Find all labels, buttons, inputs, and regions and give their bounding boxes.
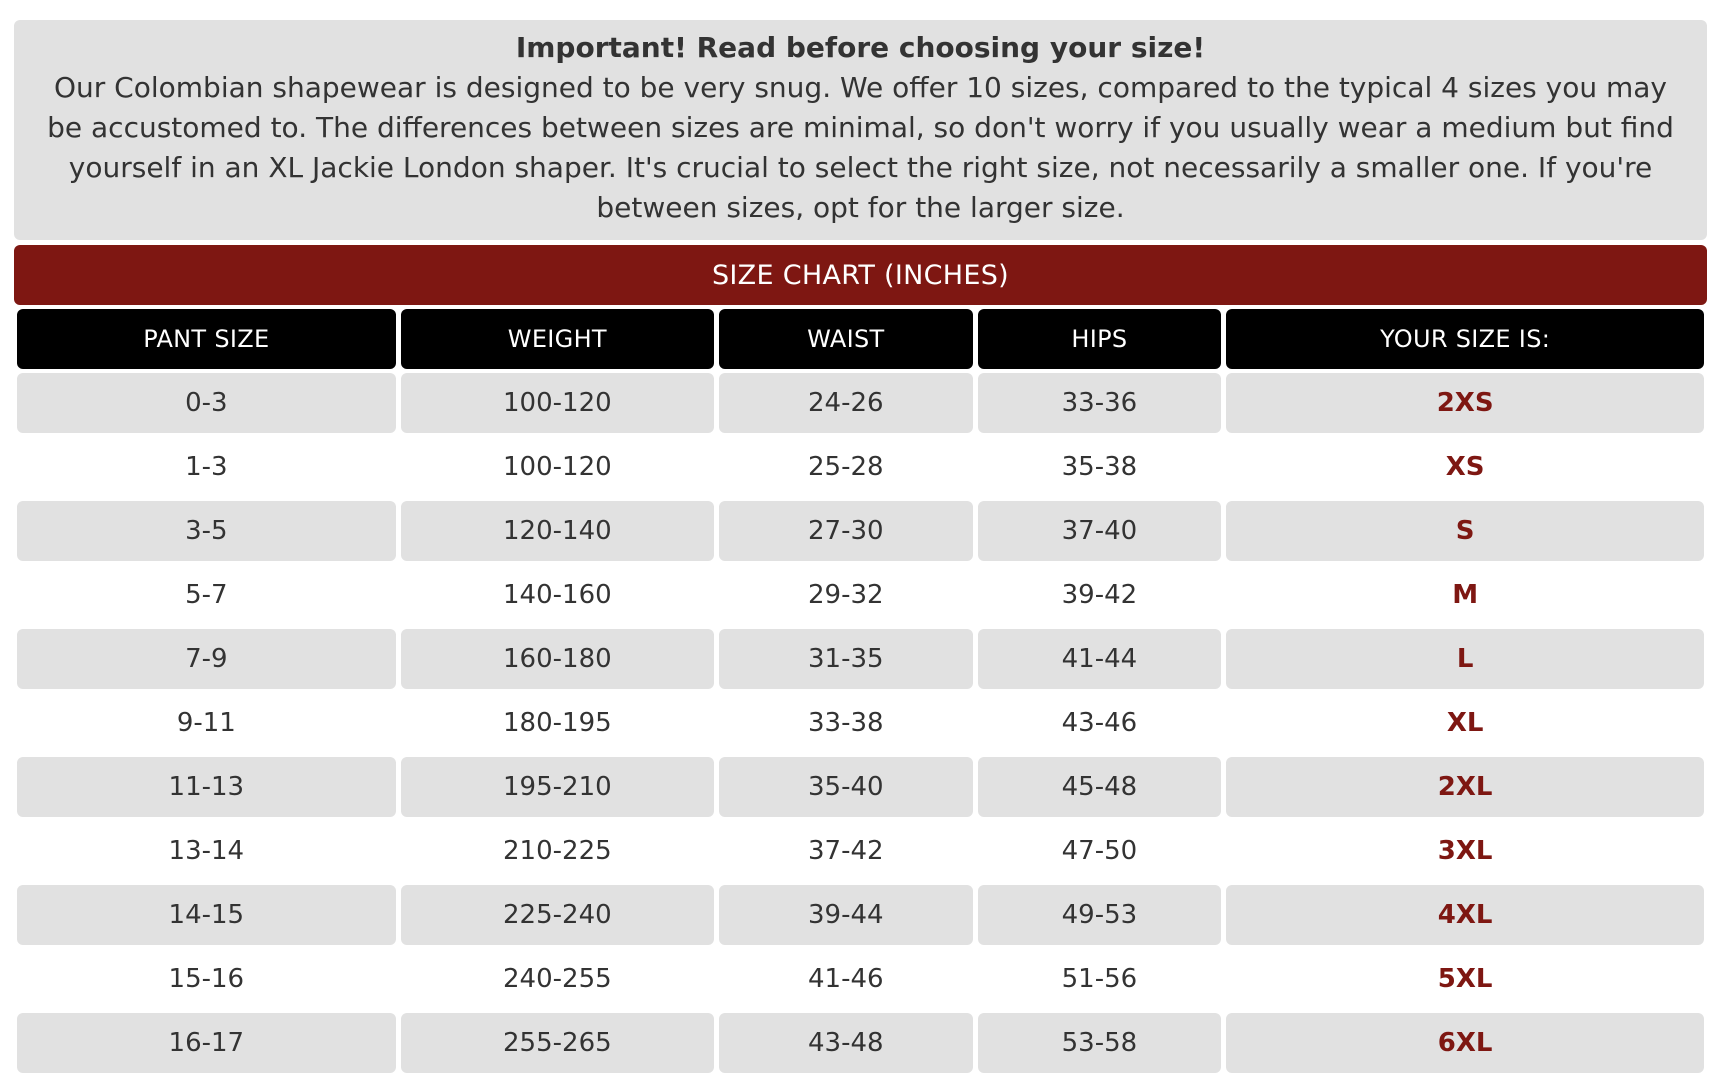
weight-cell: 240-255: [503, 964, 612, 994]
pant-size-cell: 1-3: [185, 452, 228, 482]
size-result-cell: 4XL: [1226, 885, 1704, 945]
hips-cell: 39-42: [1061, 580, 1138, 610]
hips-cell: 41-44: [978, 629, 1222, 689]
waist-cell: 39-44: [719, 885, 973, 945]
waist-cell: 29-32: [808, 580, 884, 610]
weight-cell: 160-180: [401, 629, 714, 689]
column-header-hips: HIPS: [978, 309, 1222, 369]
column-header-weight: WEIGHT: [401, 309, 714, 369]
table-row: [17, 373, 1704, 433]
weight-cell: 225-240: [401, 885, 714, 945]
table-row: [17, 949, 1704, 1009]
pant-size-cell: 3-5: [17, 501, 396, 561]
size-result-cell: XL: [1446, 708, 1484, 738]
table-row: [17, 693, 1704, 753]
pant-size-cell: 9-11: [176, 708, 236, 738]
size-result-cell: M: [1452, 580, 1479, 610]
weight-cell: 140-160: [503, 580, 612, 610]
size-guide: [14, 20, 1707, 1077]
table-row: [17, 885, 1704, 945]
notice-heading: Important! Read before choosing your size!: [515, 31, 1206, 64]
table-row: [17, 629, 1704, 689]
weight-cell: 180-195: [503, 708, 612, 738]
hips-cell: 49-53: [978, 885, 1222, 945]
table-row: [17, 821, 1704, 881]
weight-cell: 100-120: [503, 452, 612, 482]
column-header-waist: WAIST: [719, 309, 973, 369]
hips-cell: 45-48: [978, 757, 1222, 817]
size-result-cell: L: [1226, 629, 1704, 689]
waist-cell: 35-40: [719, 757, 973, 817]
size-notice-box: [14, 20, 1707, 240]
hips-cell: 37-40: [978, 501, 1222, 561]
hips-cell: 43-46: [1061, 708, 1138, 738]
pant-size-cell: 11-13: [17, 757, 396, 817]
pant-size-cell: 15-16: [168, 964, 245, 994]
table-row: [17, 501, 1704, 561]
size-result-cell: 6XL: [1226, 1013, 1704, 1073]
waist-cell: 25-28: [808, 452, 884, 482]
pant-size-cell: 16-17: [17, 1013, 396, 1073]
weight-cell: 255-265: [401, 1013, 714, 1073]
table-row: [17, 565, 1704, 625]
size-result-cell: S: [1226, 501, 1704, 561]
pant-size-cell: 5-7: [185, 580, 228, 610]
column-header-your-size: YOUR SIZE IS:: [1226, 309, 1704, 369]
size-table: [12, 305, 1709, 1077]
size-chart-title: SIZE CHART (INCHES): [14, 245, 1707, 305]
waist-cell: 31-35: [719, 629, 973, 689]
weight-cell: 100-120: [401, 373, 714, 433]
pant-size-cell: 0-3: [17, 373, 396, 433]
size-result-cell: 2XS: [1226, 373, 1704, 433]
column-header-pant-size: PANT SIZE: [17, 309, 396, 369]
pant-size-cell: 13-14: [168, 836, 245, 866]
weight-cell: 195-210: [401, 757, 714, 817]
table-row: [17, 437, 1704, 497]
size-result-cell: 5XL: [1437, 964, 1493, 994]
table-row: [17, 1013, 1704, 1073]
waist-cell: 33-38: [808, 708, 884, 738]
waist-cell: 27-30: [719, 501, 973, 561]
hips-cell: 51-56: [1061, 964, 1138, 994]
waist-cell: 24-26: [719, 373, 973, 433]
waist-cell: 43-48: [719, 1013, 973, 1073]
hips-cell: 35-38: [1061, 452, 1138, 482]
table-header-row: [17, 309, 1704, 369]
pant-size-cell: 14-15: [17, 885, 396, 945]
weight-cell: 210-225: [503, 836, 612, 866]
weight-cell: 120-140: [401, 501, 714, 561]
size-result-cell: XS: [1445, 452, 1485, 482]
waist-cell: 37-42: [808, 836, 884, 866]
hips-cell: 53-58: [978, 1013, 1222, 1073]
table-row: [17, 757, 1704, 817]
size-result-cell: 3XL: [1437, 836, 1493, 866]
waist-cell: 41-46: [808, 964, 884, 994]
notice-body: Our Colombian shapewear is designed to be very snug. We offer 10 sizes, compared to the typical 4 sizes you may be accustomed to. The differences between sizes are minimal, so don't worry if you usually wear a medium but find yourself in an XL Jackie London shaper. It's crucial to select the right size, not necessarily a smaller one. If you're between sizes, opt for the larger size.: [47, 71, 1674, 224]
pant-size-cell: 7-9: [17, 629, 396, 689]
hips-cell: 33-36: [978, 373, 1222, 433]
hips-cell: 47-50: [1061, 836, 1138, 866]
size-result-cell: 2XL: [1226, 757, 1704, 817]
